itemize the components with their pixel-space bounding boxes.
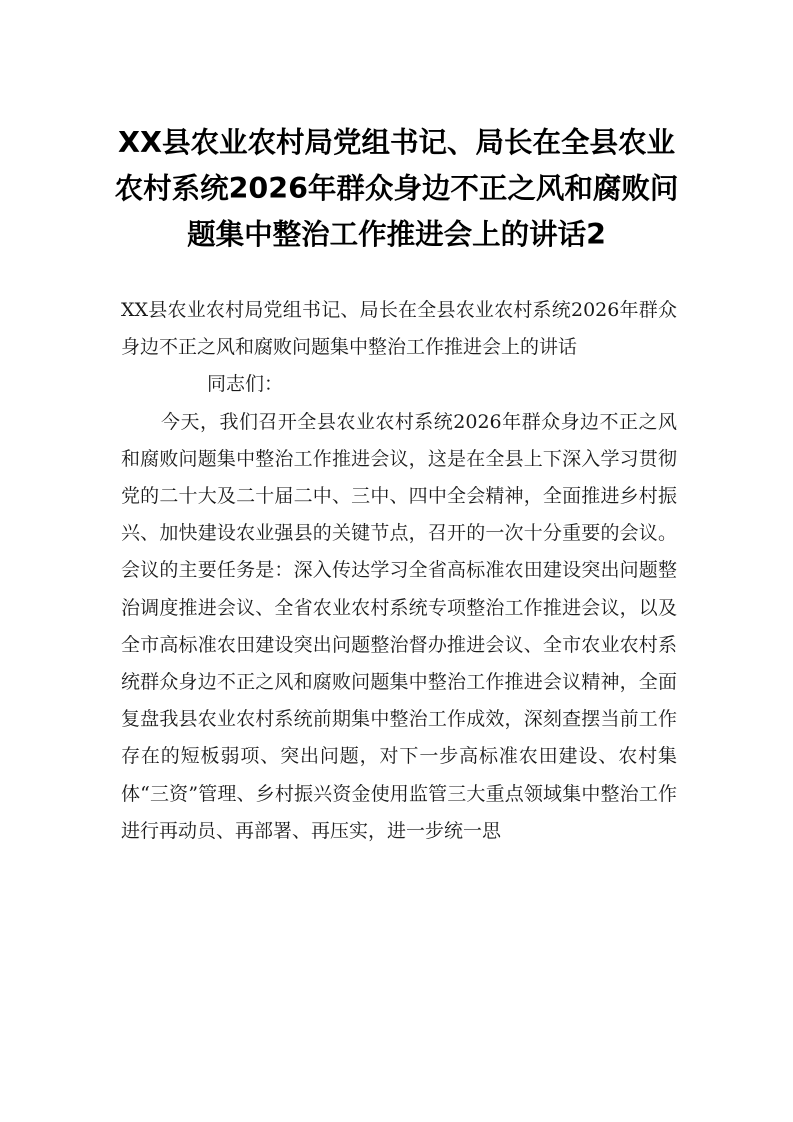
body-paragraph: 今天，我们召开全县农业农村系统2026年群众身边不正之风和腐败问题集中整治工作推进会议，这是在全县上下深入学习贯彻党的二十大及二十届二中、三中、四中全会精神，全面推进乡村振兴、加快建设农业强县的关键节点，召开的一次十分重要的会议。会议的主要任务是：深入传达学习全省高标准农田建设突出问题整治调度推进会议、全省农业农村系统专项整治工作推进会议，以及全市高标准农田建设突出问题整治督办推进会议、全市农业农村系统群众身边不正之风和腐败问题集中整治工作推进会议精神，全面复盘我县农业农村系统前期集中整治工作成效，深刻查摆当前工作存在的短板弱项、突出问题，对下一步高标准农田建设、农村集体“三资”管理、乡村振兴资金使用监管三大重点领域集中整治工作进行再动员、再部署、再压实，进一步统一思 — [121, 410, 677, 842]
document-title: XX县农业农村局党组书记、局长在全县农业农村系统2026年群众身边不正之风和腐败问题集中整治工作推进会上的讲话2 — [114, 126, 679, 251]
greeting: 同志们： — [207, 373, 284, 396]
document-body — [121, 292, 677, 850]
document-subtitle: XX县农业农村局党组书记、局长在全县农业农村系统2026年群众身边不正之风和腐败问题集中整治工作推进会上的讲话 — [121, 299, 677, 359]
